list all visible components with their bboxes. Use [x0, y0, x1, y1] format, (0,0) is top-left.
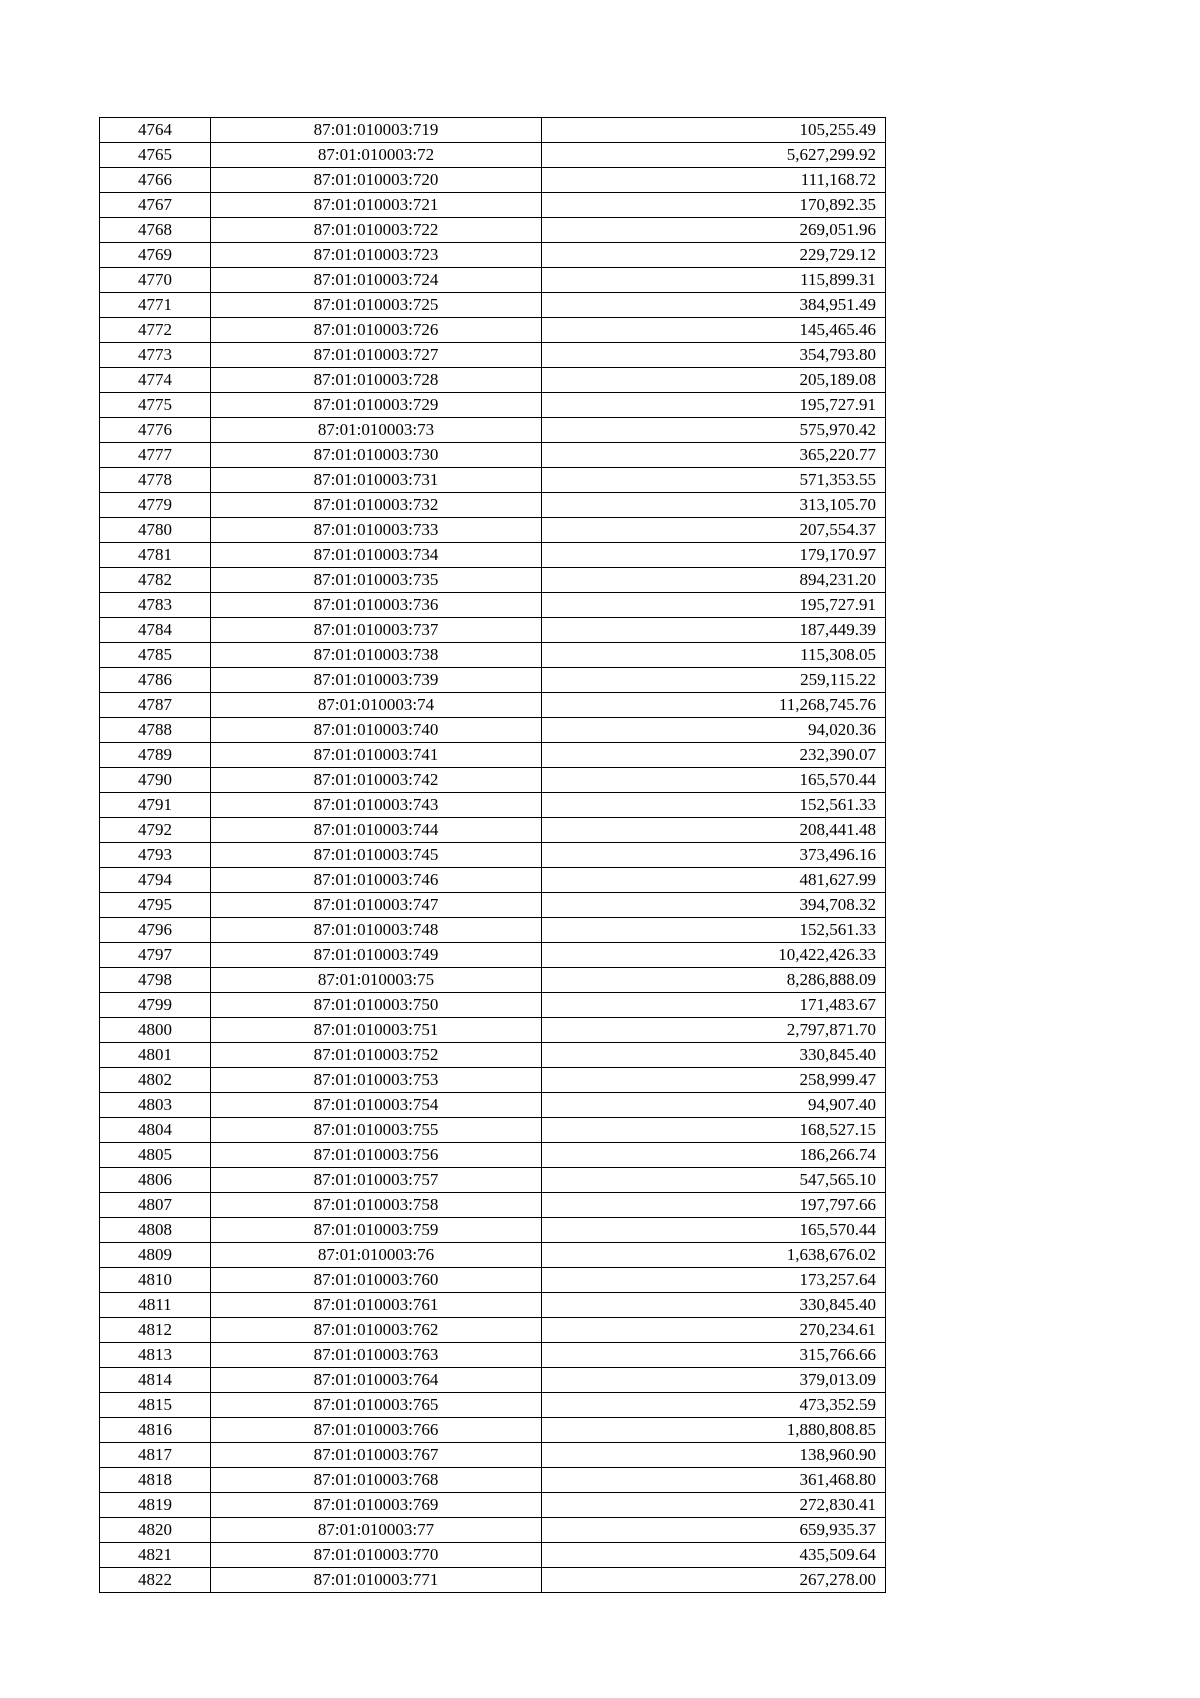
value-cell: 435,509.64: [542, 1543, 886, 1568]
cadastral-number-cell: 87:01:010003:722: [211, 218, 542, 243]
value-cell: 267,278.00: [542, 1568, 886, 1593]
value-cell: 270,234.61: [542, 1318, 886, 1343]
value-cell: 330,845.40: [542, 1293, 886, 1318]
table-row: [100, 593, 886, 618]
value-cell: 207,554.37: [542, 518, 886, 543]
row-number-cell: 4815: [100, 1393, 211, 1418]
table-row: [100, 1568, 886, 1593]
table-row: [100, 468, 886, 493]
value-cell: 208,441.48: [542, 818, 886, 843]
cadastral-number-cell: 87:01:010003:737: [211, 618, 542, 643]
value-cell: 1,880,808.85: [542, 1418, 886, 1443]
row-number-cell: 4778: [100, 468, 211, 493]
value-cell: 165,570.44: [542, 768, 886, 793]
row-number-cell: 4804: [100, 1118, 211, 1143]
table-row: [100, 1018, 886, 1043]
row-number-cell: 4811: [100, 1293, 211, 1318]
table-row: [100, 143, 886, 168]
cadastral-number-cell: 87:01:010003:74: [211, 693, 542, 718]
cadastral-number-cell: 87:01:010003:719: [211, 118, 542, 143]
row-number-cell: 4780: [100, 518, 211, 543]
value-cell: 2,797,871.70: [542, 1018, 886, 1043]
value-cell: 10,422,426.33: [542, 943, 886, 968]
row-number-cell: 4796: [100, 918, 211, 943]
table-row: [100, 1343, 886, 1368]
cadastral-number-cell: 87:01:010003:732: [211, 493, 542, 518]
table-row: [100, 1243, 886, 1268]
row-number-cell: 4819: [100, 1493, 211, 1518]
row-number-cell: 4810: [100, 1268, 211, 1293]
row-number-cell: 4777: [100, 443, 211, 468]
cadastral-number-cell: 87:01:010003:725: [211, 293, 542, 318]
row-number-cell: 4765: [100, 143, 211, 168]
cadastral-number-cell: 87:01:010003:734: [211, 543, 542, 568]
value-cell: 315,766.66: [542, 1343, 886, 1368]
cadastral-number-cell: 87:01:010003:771: [211, 1568, 542, 1593]
row-number-cell: 4782: [100, 568, 211, 593]
row-number-cell: 4821: [100, 1543, 211, 1568]
cadastral-number-cell: 87:01:010003:766: [211, 1418, 542, 1443]
table-row: [100, 718, 886, 743]
table-row: [100, 768, 886, 793]
table-row: [100, 1118, 886, 1143]
value-cell: 5,627,299.92: [542, 143, 886, 168]
row-number-cell: 4786: [100, 668, 211, 693]
table-row: [100, 1493, 886, 1518]
cadastral-number-cell: 87:01:010003:751: [211, 1018, 542, 1043]
value-cell: 8,286,888.09: [542, 968, 886, 993]
row-number-cell: 4789: [100, 743, 211, 768]
cadastral-number-cell: 87:01:010003:747: [211, 893, 542, 918]
cadastral-number-cell: 87:01:010003:75: [211, 968, 542, 993]
value-cell: 115,308.05: [542, 643, 886, 668]
row-number-cell: 4767: [100, 193, 211, 218]
cadastral-number-cell: 87:01:010003:739: [211, 668, 542, 693]
row-number-cell: 4818: [100, 1468, 211, 1493]
cadastral-number-cell: 87:01:010003:731: [211, 468, 542, 493]
table-row: [100, 843, 886, 868]
row-number-cell: 4776: [100, 418, 211, 443]
row-number-cell: 4792: [100, 818, 211, 843]
value-cell: 170,892.35: [542, 193, 886, 218]
row-number-cell: 4764: [100, 118, 211, 143]
value-cell: 330,845.40: [542, 1043, 886, 1068]
table-row: [100, 118, 886, 143]
table-row: [100, 343, 886, 368]
cadastral-number-cell: 87:01:010003:726: [211, 318, 542, 343]
cadastral-number-cell: 87:01:010003:752: [211, 1043, 542, 1068]
table-row: [100, 193, 886, 218]
cadastral-number-cell: 87:01:010003:763: [211, 1343, 542, 1368]
row-number-cell: 4806: [100, 1168, 211, 1193]
cadastral-number-cell: 87:01:010003:744: [211, 818, 542, 843]
row-number-cell: 4790: [100, 768, 211, 793]
table-row: [100, 743, 886, 768]
value-cell: 197,797.66: [542, 1193, 886, 1218]
row-number-cell: 4783: [100, 593, 211, 618]
table-row: [100, 1193, 886, 1218]
cadastral-number-cell: 87:01:010003:741: [211, 743, 542, 768]
row-number-cell: 4820: [100, 1518, 211, 1543]
value-cell: 152,561.33: [542, 793, 886, 818]
row-number-cell: 4805: [100, 1143, 211, 1168]
value-cell: 165,570.44: [542, 1218, 886, 1243]
cadastral-number-cell: 87:01:010003:758: [211, 1193, 542, 1218]
table-row: [100, 168, 886, 193]
row-number-cell: 4816: [100, 1418, 211, 1443]
cadastral-number-cell: 87:01:010003:745: [211, 843, 542, 868]
row-number-cell: 4797: [100, 943, 211, 968]
table-row: [100, 1143, 886, 1168]
cadastral-number-cell: 87:01:010003:755: [211, 1118, 542, 1143]
cadastral-number-cell: 87:01:010003:742: [211, 768, 542, 793]
row-number-cell: 4817: [100, 1443, 211, 1468]
cadastral-number-cell: 87:01:010003:72: [211, 143, 542, 168]
cadastral-number-cell: 87:01:010003:735: [211, 568, 542, 593]
table-row: [100, 993, 886, 1018]
table-row: [100, 393, 886, 418]
table-row: [100, 1318, 886, 1343]
row-number-cell: 4770: [100, 268, 211, 293]
row-number-cell: 4801: [100, 1043, 211, 1068]
row-number-cell: 4779: [100, 493, 211, 518]
row-number-cell: 4798: [100, 968, 211, 993]
row-number-cell: 4788: [100, 718, 211, 743]
row-number-cell: 4807: [100, 1193, 211, 1218]
table-row: [100, 543, 886, 568]
row-number-cell: 4772: [100, 318, 211, 343]
value-cell: 232,390.07: [542, 743, 886, 768]
table-row: [100, 1268, 886, 1293]
table-row: [100, 1393, 886, 1418]
row-number-cell: 4784: [100, 618, 211, 643]
cadastral-number-cell: 87:01:010003:753: [211, 1068, 542, 1093]
cadastral-number-cell: 87:01:010003:740: [211, 718, 542, 743]
row-number-cell: 4809: [100, 1243, 211, 1268]
value-cell: 481,627.99: [542, 868, 886, 893]
value-cell: 394,708.32: [542, 893, 886, 918]
cadastral-number-cell: 87:01:010003:770: [211, 1543, 542, 1568]
row-number-cell: 4781: [100, 543, 211, 568]
table-row: [100, 1443, 886, 1468]
value-cell: 547,565.10: [542, 1168, 886, 1193]
cadastral-number-cell: 87:01:010003:728: [211, 368, 542, 393]
value-cell: 173,257.64: [542, 1268, 886, 1293]
row-number-cell: 4808: [100, 1218, 211, 1243]
table-row: [100, 318, 886, 343]
cadastral-number-cell: 87:01:010003:754: [211, 1093, 542, 1118]
row-number-cell: 4802: [100, 1068, 211, 1093]
row-number-cell: 4793: [100, 843, 211, 868]
cadastral-number-cell: 87:01:010003:750: [211, 993, 542, 1018]
cadastral-number-cell: 87:01:010003:720: [211, 168, 542, 193]
row-number-cell: 4791: [100, 793, 211, 818]
table-row: [100, 1543, 886, 1568]
row-number-cell: 4795: [100, 893, 211, 918]
value-cell: 205,189.08: [542, 368, 886, 393]
cadastral-number-cell: 87:01:010003:76: [211, 1243, 542, 1268]
value-cell: 229,729.12: [542, 243, 886, 268]
table-row: [100, 943, 886, 968]
table-row: [100, 868, 886, 893]
table-row: [100, 643, 886, 668]
row-number-cell: 4814: [100, 1368, 211, 1393]
value-cell: 138,960.90: [542, 1443, 886, 1468]
table-row: [100, 293, 886, 318]
value-cell: 259,115.22: [542, 668, 886, 693]
row-number-cell: 4799: [100, 993, 211, 1018]
cadastral-number-cell: 87:01:010003:757: [211, 1168, 542, 1193]
table-row: [100, 243, 886, 268]
table-row: [100, 618, 886, 643]
cadastral-number-cell: 87:01:010003:769: [211, 1493, 542, 1518]
cadastral-number-cell: 87:01:010003:767: [211, 1443, 542, 1468]
cadastral-number-cell: 87:01:010003:768: [211, 1468, 542, 1493]
table-row: [100, 268, 886, 293]
cadastral-number-cell: 87:01:010003:738: [211, 643, 542, 668]
value-cell: 272,830.41: [542, 1493, 886, 1518]
table-row: [100, 218, 886, 243]
cadastral-number-cell: 87:01:010003:760: [211, 1268, 542, 1293]
value-cell: 115,899.31: [542, 268, 886, 293]
table-row: [100, 1518, 886, 1543]
value-cell: 384,951.49: [542, 293, 886, 318]
row-number-cell: 4768: [100, 218, 211, 243]
value-cell: 195,727.91: [542, 593, 886, 618]
value-cell: 379,013.09: [542, 1368, 886, 1393]
row-number-cell: 4822: [100, 1568, 211, 1593]
row-number-cell: 4769: [100, 243, 211, 268]
value-cell: 365,220.77: [542, 443, 886, 468]
table-row: [100, 1043, 886, 1068]
table-body: [100, 118, 886, 1593]
table-row: [100, 1068, 886, 1093]
table-row: [100, 1468, 886, 1493]
value-cell: 1,638,676.02: [542, 1243, 886, 1268]
table-row: [100, 493, 886, 518]
row-number-cell: 4766: [100, 168, 211, 193]
table-row: [100, 893, 886, 918]
table-row: [100, 918, 886, 943]
cadastral-number-cell: 87:01:010003:756: [211, 1143, 542, 1168]
table-row: [100, 443, 886, 468]
table-row: [100, 818, 886, 843]
cadastral-number-cell: 87:01:010003:723: [211, 243, 542, 268]
row-number-cell: 4812: [100, 1318, 211, 1343]
row-number-cell: 4813: [100, 1343, 211, 1368]
value-cell: 258,999.47: [542, 1068, 886, 1093]
table-row: [100, 793, 886, 818]
table-row: [100, 418, 886, 443]
table-row: [100, 693, 886, 718]
row-number-cell: 4774: [100, 368, 211, 393]
row-number-cell: 4773: [100, 343, 211, 368]
cadastral-number-cell: 87:01:010003:762: [211, 1318, 542, 1343]
cadastral-number-cell: 87:01:010003:727: [211, 343, 542, 368]
value-cell: 171,483.67: [542, 993, 886, 1018]
cadastral-number-cell: 87:01:010003:743: [211, 793, 542, 818]
cadastral-number-cell: 87:01:010003:759: [211, 1218, 542, 1243]
table-row: [100, 1093, 886, 1118]
cadastral-number-cell: 87:01:010003:73: [211, 418, 542, 443]
value-cell: 894,231.20: [542, 568, 886, 593]
cadastral-number-cell: 87:01:010003:729: [211, 393, 542, 418]
row-number-cell: 4803: [100, 1093, 211, 1118]
cadastral-number-cell: 87:01:010003:748: [211, 918, 542, 943]
value-cell: 473,352.59: [542, 1393, 886, 1418]
value-cell: 361,468.80: [542, 1468, 886, 1493]
value-cell: 575,970.42: [542, 418, 886, 443]
cadastral-number-cell: 87:01:010003:736: [211, 593, 542, 618]
value-cell: 94,907.40: [542, 1093, 886, 1118]
table-row: [100, 1293, 886, 1318]
cadastral-number-cell: 87:01:010003:764: [211, 1368, 542, 1393]
cadastral-number-cell: 87:01:010003:733: [211, 518, 542, 543]
data-table: [99, 117, 886, 1593]
value-cell: 269,051.96: [542, 218, 886, 243]
table-row: [100, 1218, 886, 1243]
table-row: [100, 518, 886, 543]
value-cell: 354,793.80: [542, 343, 886, 368]
table-row: [100, 1368, 886, 1393]
cadastral-number-cell: 87:01:010003:765: [211, 1393, 542, 1418]
table-row: [100, 1168, 886, 1193]
table-row: [100, 368, 886, 393]
value-cell: 313,105.70: [542, 493, 886, 518]
table-row: [100, 968, 886, 993]
cadastral-number-cell: 87:01:010003:761: [211, 1293, 542, 1318]
cadastral-number-cell: 87:01:010003:746: [211, 868, 542, 893]
cadastral-number-cell: 87:01:010003:721: [211, 193, 542, 218]
row-number-cell: 4794: [100, 868, 211, 893]
row-number-cell: 4800: [100, 1018, 211, 1043]
table-row: [100, 1418, 886, 1443]
value-cell: 11,268,745.76: [542, 693, 886, 718]
row-number-cell: 4785: [100, 643, 211, 668]
table-row: [100, 668, 886, 693]
value-cell: 94,020.36: [542, 718, 886, 743]
cadastral-number-cell: 87:01:010003:730: [211, 443, 542, 468]
value-cell: 195,727.91: [542, 393, 886, 418]
table-row: [100, 568, 886, 593]
value-cell: 187,449.39: [542, 618, 886, 643]
cadastral-number-cell: 87:01:010003:749: [211, 943, 542, 968]
cadastral-number-cell: 87:01:010003:724: [211, 268, 542, 293]
cadastral-number-cell: 87:01:010003:77: [211, 1518, 542, 1543]
value-cell: 571,353.55: [542, 468, 886, 493]
value-cell: 186,266.74: [542, 1143, 886, 1168]
value-cell: 145,465.46: [542, 318, 886, 343]
value-cell: 105,255.49: [542, 118, 886, 143]
value-cell: 111,168.72: [542, 168, 886, 193]
row-number-cell: 4771: [100, 293, 211, 318]
value-cell: 179,170.97: [542, 543, 886, 568]
value-cell: 168,527.15: [542, 1118, 886, 1143]
row-number-cell: 4775: [100, 393, 211, 418]
value-cell: 373,496.16: [542, 843, 886, 868]
value-cell: 152,561.33: [542, 918, 886, 943]
value-cell: 659,935.37: [542, 1518, 886, 1543]
row-number-cell: 4787: [100, 693, 211, 718]
